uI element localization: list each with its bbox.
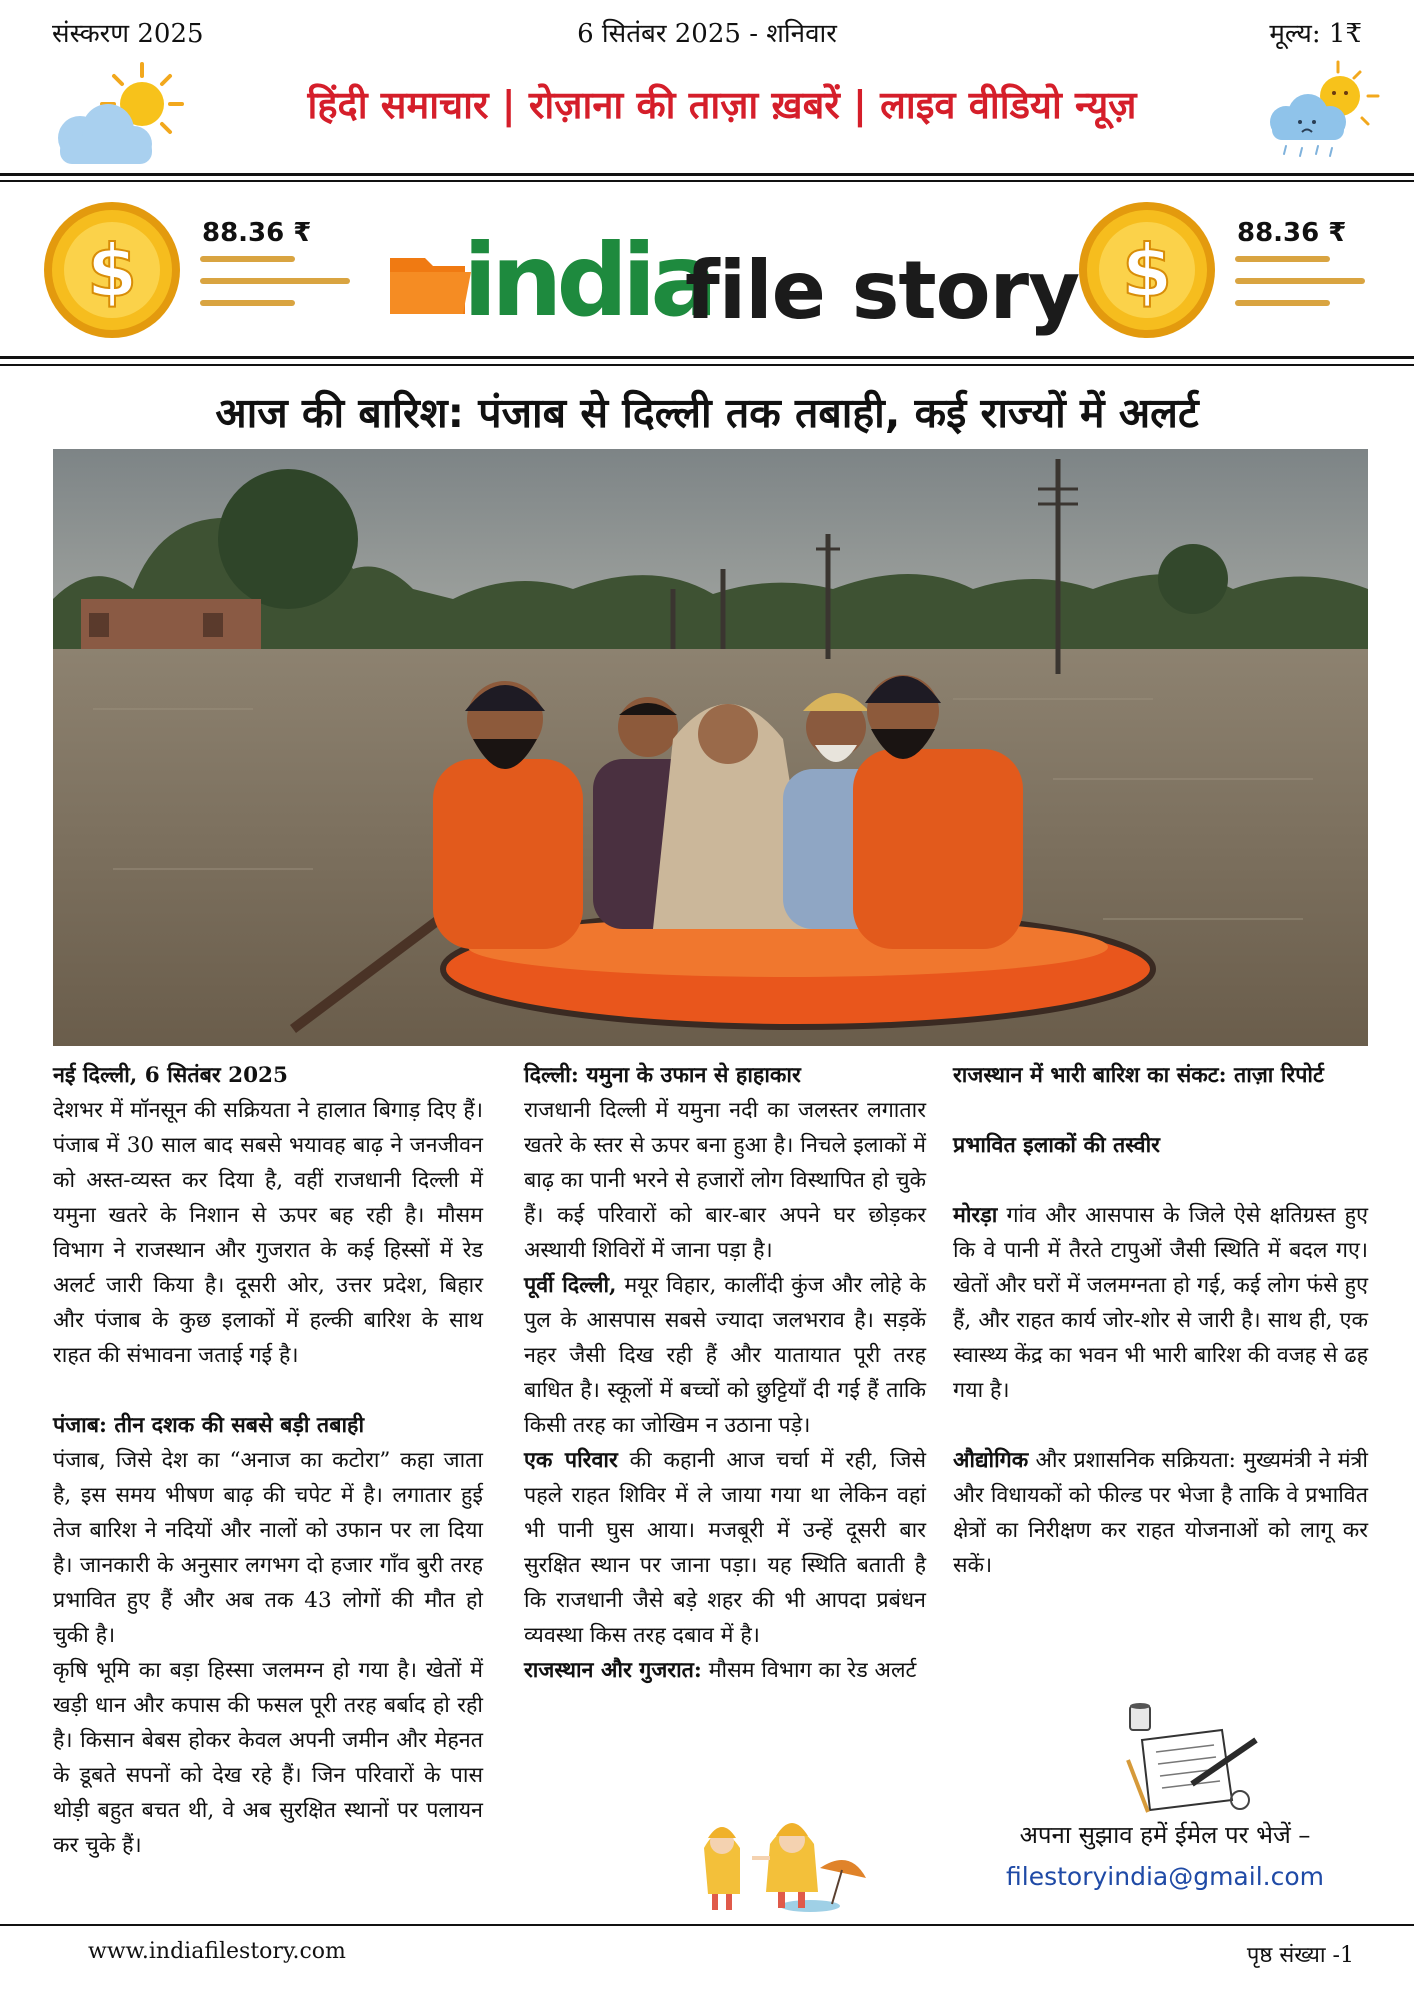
article-column-2 [524, 1058, 926, 1688]
footer-rule [0, 1924, 1414, 1926]
article-column-1 [53, 1058, 483, 1863]
rajasthan-report-title: राजस्थान में भारी बारिश का संकट: ताज़ा रिपोर्ट [953, 1063, 1324, 1088]
currency-rate-left: 88.36 ₹ [202, 218, 312, 248]
punjab-paragraph-1: पंजाब, जिसे देश का “अनाज का कटोरा” कहा जाता है, इस समय भीषण बाढ़ की चपेट में है। लगातार हुई तेज बारिश ने नदियों और नालों को उफान पर ला दिया है। जानकारी के अनुसार लगभग दो हजार गाँव बुरी तरह प्रभावित हुए हैं और अब तक 43 लोगों की मौत हो चुकी है। [53, 1448, 483, 1648]
rajasthan-gujarat-paragraph: राजस्थान और गुजरात: मौसम विभाग का रेड अलर्ट [524, 1658, 917, 1683]
administration-paragraph: औद्योगिक और प्रशासनिक सक्रियता: मुख्यमंत्री ने मंत्री और विधायकों को फील्ड पर भेजा है ताकि वे प्रभावित क्षेत्रों का निरीक्षण कर राहत योजनाओं को लागू कर सकें। [953, 1448, 1368, 1578]
price-label: मूल्य: 1₹ [1269, 19, 1362, 49]
tagline-row [0, 60, 1414, 170]
delhi-paragraph-1: राजधानी दिल्ली में यमुना नदी का जलस्तर लगातार खतरे के स्तर से ऊपर बना हुआ है। निचले इलाकों में बाढ़ का पानी भरने से हजारों लोग विस्थापित हो चुके हैं। कई परिवारों को बार-बार अपने घर छोड़कर अस्थायी शिविरों में जाना पड़ा है। [524, 1098, 926, 1263]
header-rule-top-thin [0, 180, 1414, 182]
delhi-subhead: दिल्ली: यमुना के उफान से हाहाकार [524, 1063, 801, 1088]
masthead [0, 186, 1414, 356]
main-headline: आज की बारिश: पंजाब से दिल्ली तक तबाही, कई राज्यों में अलर्ट [215, 389, 1199, 437]
kids-in-rain-illustration [700, 1808, 870, 1918]
masthead-rule [0, 356, 1414, 359]
sun-cloud-icon [50, 60, 190, 170]
edition-label: संस्करण 2025 [52, 19, 204, 49]
coin-rate-left [40, 196, 350, 346]
punjab-subhead: पंजाब: तीन दशक की सबसे बड़ी तबाही [53, 1413, 365, 1438]
website-link[interactable]: www.indiafilestory.com [88, 1939, 346, 1964]
brand-file-story: file story [685, 244, 1080, 337]
brand-logo [385, 186, 1080, 356]
brand-india: india [463, 222, 712, 339]
sun-rain-cloud-icon [1264, 60, 1384, 170]
svg-text:$: $ [1121, 229, 1173, 313]
affected-areas-subhead: प्रभावित इलाकों की तस्वीर [953, 1133, 1160, 1158]
svg-text:$: $ [86, 229, 138, 313]
morda-paragraph: मोरड़ा गांव और आसपास के जिले ऐसे क्षतिग्रस्त हुए कि वे पानी में तैरते टापुओं जैसी स्थिति में बदल गए। खेतों और घरों में जलमग्नता हो गई, कई लोग फंसे हुए हैं, और राहत कार्य जोर-शोर से जारी है। साथ ही, एक स्वास्थ्य केंद्र का भवन भी भारी बारिश की वजह से ढह गया है। [953, 1203, 1368, 1403]
coin-rate-right [1075, 196, 1385, 346]
rajasthan-gujarat-lead: राजस्थान और गुजरात: [524, 1658, 702, 1683]
top-bar [52, 14, 1362, 48]
issue-date: 6 सितंबर 2025 - शनिवार [577, 19, 837, 49]
industrial-lead: औद्योगिक [953, 1448, 1029, 1473]
article-column-3 [953, 1058, 1368, 1583]
header-rule-top [0, 173, 1414, 176]
intro-paragraph: देशभर में मॉनसून की सक्रियता ने हालात बिगाड़ दिए हैं। पंजाब में 30 साल बाद सबसे भयावह बाढ़ ने जनजीवन को अस्त-व्यस्त कर दिया है, वहीं राजधानी दिल्ली में यमुना खतरे के निशान से ऊपर बह रही है। मौसम विभाग ने राजस्थान और गुजरात के कई हिस्सों में रेड अलर्ट जारी किया है। दूसरी ओर, उत्तर प्रदेश, बिहार और पंजाब के कुछ इलाकों में हल्की बारिश के साथ राहत की संभावना जताई गई है। [53, 1098, 483, 1368]
dateline: नई दिल्ली, 6 सितंबर 2025 [53, 1063, 288, 1088]
east-delhi-lead: पूर्वी दिल्ली, [524, 1273, 617, 1298]
family-lead: एक परिवार [524, 1448, 618, 1473]
writing-desk-illustration [1122, 1700, 1262, 1815]
footer [88, 1939, 1354, 1973]
punjab-paragraph-2: कृषि भूमि का बड़ा हिस्सा जलमग्न हो गया है। खेतों में खड़ी धान और कपास की फसल पूरी तरह बर्बाद हो रही है। किसान बेबस होकर केवल अपनी जमीन और मेहनत के डूबते सपनों को देख रहे हैं। जिन परिवारों के पास थोड़ी बहुत बचत थी, वे अब सुरक्षित स्थानों पर पलायन कर चुके हैं। [53, 1658, 483, 1858]
page-number: पृष्ठ संख्या -1 [1246, 1943, 1354, 1968]
masthead-rule-thin [0, 364, 1414, 366]
tagline: हिंदी समाचार | रोज़ाना की ताज़ा ख़बरें | लाइव वीडियो न्यूज़ [307, 83, 1137, 127]
morda-lead: मोरड़ा [953, 1203, 998, 1228]
currency-rate-right: 88.36 ₹ [1237, 218, 1347, 248]
contact-email-link[interactable]: filestoryindia@gmail.com [1006, 1862, 1324, 1891]
suggestion-text: अपना सुझाव हमें ईमेल पर भेजें – [1019, 1821, 1311, 1849]
delhi-paragraph-2: पूर्वी दिल्ली, मयूर विहार, कालींदी कुंज और लोहे के पुल के आसपास सबसे ज्यादा जलभराव है। सड़कें नहर जैसी दिख रही हैं और यातायात पूरी तरह बाधित है। स्कूलों में बच्चों को छुट्टियाँ दी गई हैं ताकि किसी तरह का जोखिम न उठाना पड़े। [524, 1273, 926, 1438]
flood-rescue-photo [53, 449, 1368, 1046]
delhi-paragraph-3: एक परिवार की कहानी आज चर्चा में रही, जिसे पहले राहत शिविर में ले जाया गया था लेकिन वहां भी पानी घुस आया। मजबूरी में उन्हें दूसरी बार सुरक्षित स्थान पर जाना पड़ा। यह स्थिति बताती है कि राजधानी जैसे बड़े शहर की भी आपदा प्रबंधन व्यवस्था किस तरह दबाव में है। [524, 1448, 926, 1648]
